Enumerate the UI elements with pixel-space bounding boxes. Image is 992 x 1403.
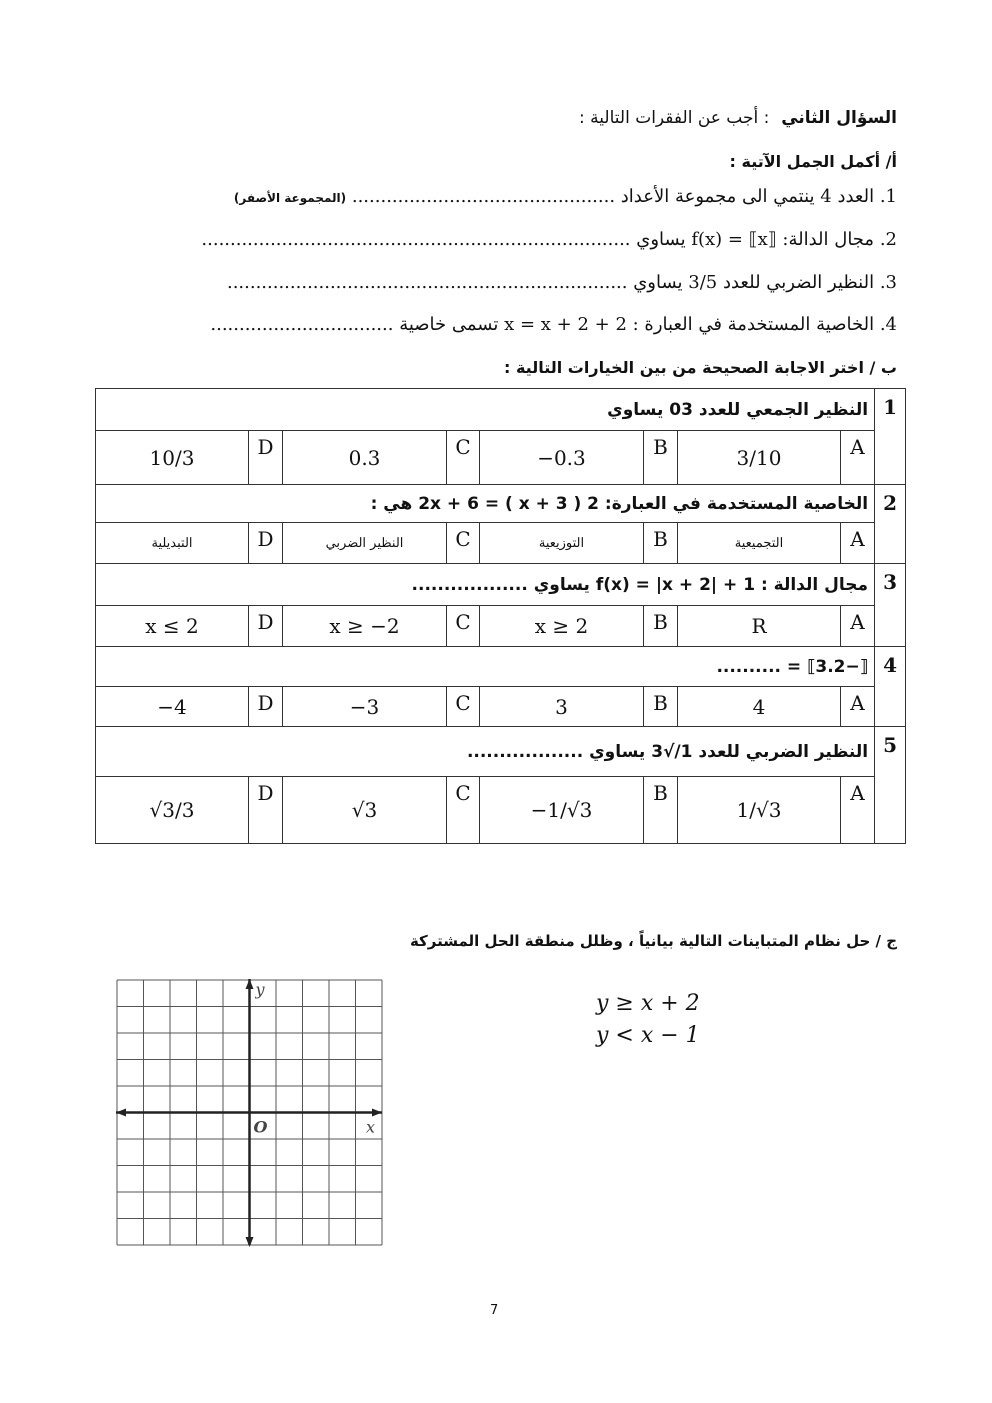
page-number: 7 <box>490 1303 499 1318</box>
option-d-letter: D <box>249 431 283 485</box>
option-c-value[interactable]: −3 <box>283 687 447 727</box>
x-axis-label: x <box>366 1117 376 1137</box>
option-b-value[interactable]: −0.3 <box>480 431 644 485</box>
option-a-value[interactable]: R <box>678 606 841 647</box>
arrow-icon <box>372 1109 382 1117</box>
question-heading <box>579 108 897 128</box>
option-c-letter: C <box>447 523 480 564</box>
option-c-value[interactable]: √3 <box>283 777 447 844</box>
option-a-value[interactable]: 3/10 <box>678 431 841 485</box>
option-b-value[interactable]: x ≥ 2 <box>480 606 644 647</box>
option-d-letter: D <box>249 687 283 727</box>
part-a-title: أ/ أكمل الجمل الآتية : <box>729 152 897 171</box>
option-d-value[interactable]: 10/3 <box>96 431 249 485</box>
option-b-letter: B <box>644 606 678 647</box>
question-row <box>96 647 906 687</box>
option-b-value[interactable]: 3 <box>480 687 644 727</box>
question-number: 5 <box>875 727 906 844</box>
multiple-choice-table <box>95 388 906 844</box>
option-a-value[interactable]: 1/√3 <box>678 777 841 844</box>
origin-label: O <box>253 1117 268 1137</box>
inequality-1: y ≥ x + 2 <box>596 991 700 1016</box>
options-row <box>96 606 906 647</box>
options-row <box>96 523 906 564</box>
question-number: 1 <box>875 389 906 485</box>
option-b-letter: B <box>644 431 678 485</box>
options-row <box>96 777 906 844</box>
part-a-item-1: 1. العدد 4 ينتمي الى مجموعة الأعداد .............................................. (المجموعة الأصفر) <box>233 186 897 207</box>
option-d-letter: D <box>249 523 283 564</box>
y-axis-label: y <box>255 980 265 999</box>
option-d-value[interactable]: x ≤ 2 <box>96 606 249 647</box>
question-row <box>96 564 906 606</box>
question-row <box>96 727 906 777</box>
option-d-letter: D <box>249 777 283 844</box>
question-text: ⟦−3.2⟧ = .......... <box>96 647 875 687</box>
option-c-letter: C <box>447 431 480 485</box>
option-c-value[interactable]: 0.3 <box>283 431 447 485</box>
question-number: 4 <box>875 647 906 727</box>
option-a-letter: A <box>841 606 875 647</box>
option-a-letter: A <box>841 687 875 727</box>
option-b-letter: B <box>644 523 678 564</box>
option-d-value[interactable]: التبديلية <box>96 523 249 564</box>
inequality-2: y < x − 1 <box>596 1023 700 1048</box>
option-c-value[interactable]: النظير الضربي <box>283 523 447 564</box>
question-text: مجال الدالة : f(x) = |x + 2| + 1 يساوي .................. <box>96 564 875 606</box>
question-number: 2 <box>875 485 906 564</box>
option-a-letter: A <box>841 431 875 485</box>
question-row <box>96 389 906 431</box>
part-a-item-4: 4. الخاصية المستخدمة في العبارة : 2 + x = x + 2 تسمى خاصية ................................ <box>210 314 897 335</box>
option-c-value[interactable]: x ≥ −2 <box>283 606 447 647</box>
inequality-system <box>596 988 700 1052</box>
options-row <box>96 687 906 727</box>
question-row <box>96 485 906 523</box>
option-a-value[interactable]: التجميعية <box>678 523 841 564</box>
option-b-value[interactable]: التوزيعية <box>480 523 644 564</box>
option-c-letter: C <box>447 777 480 844</box>
option-d-letter: D <box>249 606 283 647</box>
option-a-value[interactable]: 4 <box>678 687 841 727</box>
option-c-letter: C <box>447 606 480 647</box>
option-b-letter: B <box>644 777 678 844</box>
question-number: 3 <box>875 564 906 647</box>
question-text: الخاصية المستخدمة في العبارة: 2 ( x + 3 ) = 2x + 6 هي : <box>96 485 875 523</box>
option-b-letter: B <box>644 687 678 727</box>
coordinate-grid[interactable] <box>116 979 386 1249</box>
option-a-letter: A <box>841 777 875 844</box>
question-text: النظير الجمعي للعدد 03 يساوي <box>96 389 875 431</box>
question-text: النظير الضربي للعدد 1/√3 يساوي .................. <box>96 727 875 777</box>
options-row <box>96 431 906 485</box>
part-c-title: ج / حل نظام المتباينات التالية بيانياً ، وظلل منطقة الحل المشتركة <box>409 932 897 950</box>
option-c-letter: C <box>447 687 480 727</box>
option-d-value[interactable]: √3/3 <box>96 777 249 844</box>
part-a-item-2: 2. مجال الدالة: f(x) = ⟦x⟧ يساوي ........................................................................... <box>201 229 897 250</box>
part-b-title: ب / اختر الاجابة الصحيحة من بين الخيارات التالية : <box>503 358 897 377</box>
heading-instruction: : أجب عن الفقرات التالية : <box>579 108 770 128</box>
option-d-value[interactable]: −4 <box>96 687 249 727</box>
option-a-letter: A <box>841 523 875 564</box>
part-a-item-3: 3. النظير الضربي للعدد 3/5 يساوي ...................................................................... <box>226 272 897 293</box>
option-b-value[interactable]: −1/√3 <box>480 777 644 844</box>
heading-title: السؤال الثاني <box>781 108 897 128</box>
